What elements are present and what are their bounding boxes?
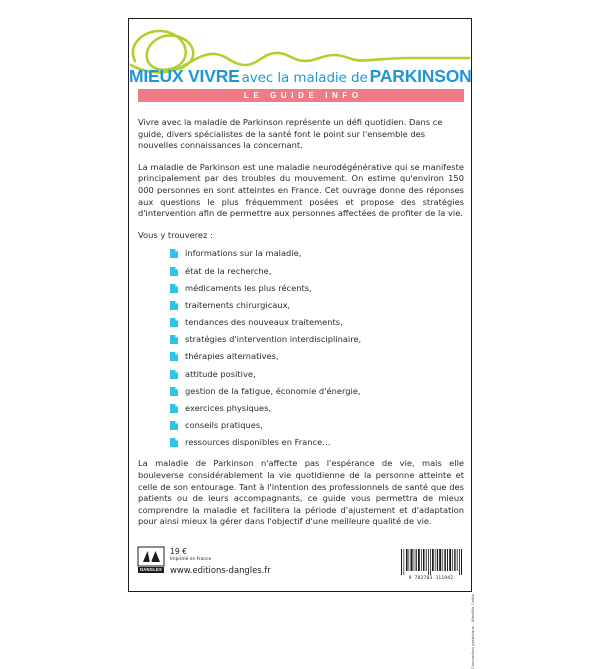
document-bullet-icon [170,267,178,276]
document-bullet-icon [170,301,178,310]
title-parkinson: PARKINSON [369,66,472,86]
list-item [170,248,464,259]
paragraph-intro: Vivre avec la maladie de Parkinson représente un défi quotidien. Dans ce guide, divers spécialistes de la santé font le point sur l'ensemble des nouvelles connaissances la concernant. [138,117,443,151]
list-item [170,420,464,431]
cover-body-copy [138,117,464,538]
dangles-triangles-logo-icon [138,547,164,566]
list-item [170,283,464,294]
list-item [170,437,464,448]
cover-masthead [129,19,471,107]
list-item-label: conseils pratiques, [185,420,263,431]
document-bullet-icon [170,352,178,361]
publisher-name: DANGLES [138,567,164,573]
list-item-label: informations sur la maladie, [185,248,302,259]
list-item [170,369,464,380]
document-bullet-icon [170,335,178,344]
list-intro-text: Vous y trouverez : [138,229,213,240]
barcode-block [398,549,464,581]
paragraph-about-disease: La maladie de Parkinson est une maladie neurodégénérative qui se manifeste principalement par des troubles du mouvement. On estime qu'environ 150 000 personnes en sont atteintes en France. Cet ouvrage donne des réponses aux questions le plus fréquemment posées et propose des stratégies d'intervention afin de permettre aux personnes affectées de profiter de la vie. [138,161,464,219]
feature-list [138,248,464,448]
document-bullet-icon [170,404,178,413]
list-item-label: thérapies alternatives, [185,351,279,362]
list-item [170,334,464,345]
list-item [170,351,464,362]
cover-title [129,66,471,87]
design-credit: Conception graphique : Ninaëlle Caltio [470,594,475,669]
document-bullet-icon [170,421,178,430]
list-item-label: traitements chirurgicaux, [185,299,291,310]
document-bullet-icon [170,370,178,379]
publisher-block [138,547,271,576]
title-mieux-vivre: MIEUX VIVRE [129,66,240,86]
publisher-logo [138,547,164,573]
imprint-text-block [170,547,271,576]
list-item-label: exercices physiques, [185,403,272,414]
document-bullet-icon [170,249,178,258]
list-item [170,386,464,397]
cover-footer [138,547,464,587]
document-bullet-icon [170,387,178,396]
list-item [170,403,464,414]
barcode-digits: 9 782703 311942 [408,575,454,581]
list-item-label: attitude positive, [185,368,256,379]
printed-in-label: Imprimé en France [170,557,212,562]
paragraph-closing: La maladie de Parkinson n'affecte pas l'espérance de vie, mais elle bouleverse considérablement la vie quotidienne de la personne atteinte et celle de son entourage. Tant à l'intention des professionnels de santé que des patients ou de leurs accompagnants, ce guide vous permettra de mieux comprendre la maladie et facilitera la période d'ajustement et d'adaptation pour ainsi mieux la gérer dans l'objectif d'une meilleure qualité de vie. [138,458,464,527]
list-item [170,317,464,328]
list-item [170,266,464,277]
list-item-label: état de la recherche, [185,265,272,276]
document-bullet-icon [170,438,178,447]
list-item [170,300,464,311]
price-label: 19 € [170,547,187,556]
ean13-barcode-icon [398,549,464,575]
document-bullet-icon [170,318,178,327]
list-item-label: gestion de la fatigue, économie d'énergie, [185,385,361,396]
book-back-cover [128,18,475,669]
list-item-label: ressources disponibles en France… [185,437,331,448]
list-item-label: tendances des nouveaux traitements, [185,317,343,328]
list-item-label: stratégies d'intervention interdisciplinaire, [185,334,362,345]
document-bullet-icon [170,284,178,293]
list-item-label: médicaments les plus récents, [185,282,312,293]
title-avec-la-maladie-de: avec la maladie de [241,70,368,86]
publisher-website[interactable]: www.editions-dangles.fr [170,565,271,575]
guide-info-banner: LE GUIDE INFO [138,89,464,102]
